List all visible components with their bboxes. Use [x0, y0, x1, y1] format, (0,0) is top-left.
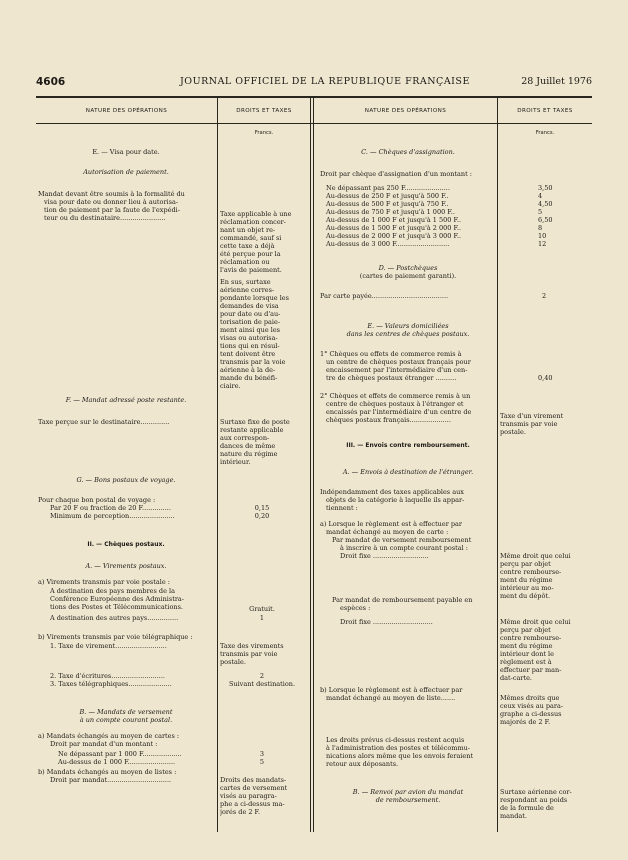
value-line: visés au paragra- [220, 792, 277, 800]
value-line: Surtaxe fixe de poste [220, 418, 290, 426]
value-line: aérienne à la de- [220, 366, 276, 374]
text-line: Droit par mandat............................... [50, 776, 172, 784]
text-line: 2. Taxe d'écritures.......................... [50, 672, 165, 680]
value-line: tions qui en résul- [220, 342, 280, 350]
text-line: Au-dessus de 3 000 F.......................... [326, 240, 450, 248]
value-line: postale. [220, 658, 246, 666]
value-line: aérienne corres- [220, 286, 275, 294]
value-line: transmis par voie [500, 420, 558, 428]
value-line: 6,50 [538, 216, 553, 224]
column-divider [217, 97, 218, 832]
value-line: mande du bénéfi- [220, 374, 278, 382]
section-heading: E. — Visa pour date. [92, 148, 160, 156]
text-line: chèques postaux français.................... [326, 416, 451, 424]
text-line: b) Mandats échangés au moyen de listes : [38, 768, 177, 776]
text-line: retour aux déposants. [326, 760, 399, 768]
value-line: nant un objet re- [220, 226, 276, 234]
text-line: teur ou du destinataire...................... [44, 214, 166, 222]
column-header-rule [36, 123, 592, 124]
text-line: mandat échangé au moyen de carte : [326, 528, 449, 536]
value-line: l'avis de paiement. [220, 266, 282, 274]
text-line: Au-dessus de 1 000 F....................... [58, 758, 176, 766]
subsection-heading: A. — Virements postaux. [85, 562, 167, 570]
value-line: demandes de visa [220, 302, 279, 310]
text-line: un centre de chèques postaux français pour [326, 358, 471, 366]
value-line: 3,50 [538, 184, 553, 192]
text-line: Droit par chèque d'assignation d'un montant : [320, 170, 472, 178]
section-heading: II. — Chèques postaux. [87, 541, 165, 548]
value-line: 2 [542, 292, 547, 300]
section-heading: G. — Bons postaux de voyage. [76, 476, 176, 484]
unit-label-left: Francs. [254, 130, 274, 136]
value-line: ment du dépôt. [500, 592, 551, 600]
value-line: ment du régime [500, 642, 553, 650]
text-line: Droit fixe ............................. [340, 618, 433, 626]
text-line: Ne dépassant par 1 000 F................... [58, 750, 182, 758]
value-line: graphe a ci-dessus [500, 710, 562, 718]
value-line: pour date ou d'au- [220, 310, 281, 318]
subsection-heading: de remboursement. [375, 796, 441, 804]
value-line: intérieur au mo- [500, 584, 554, 592]
column-header-droits-right: DROITS ET TAXES [517, 108, 573, 114]
value-line: 3 [259, 750, 265, 758]
text-line: 3. Taxes télégraphiques..................... [50, 680, 172, 688]
text-line: centre de chèques postaux à l'étranger et [326, 400, 464, 408]
value-line: effectuer par man- [500, 666, 562, 674]
value-line: 5 [538, 208, 543, 216]
value-line: phe a ci-dessus ma- [220, 800, 285, 808]
value-line: commandé, sauf si [220, 234, 282, 242]
text-line: Au-dessus de 1 000 F et jusqu'à 1 500 F.. [326, 216, 462, 224]
value-line: règlement est à [500, 658, 552, 666]
text-line: à l'administration des postes et télécommu- [326, 744, 470, 752]
header-rule [36, 96, 592, 98]
text-line: 1° Chèques ou effets de commerce remis à [320, 350, 462, 358]
section-heading: III. — Envois contre remboursement. [346, 442, 470, 449]
text-line: b) Virements transmis par voie télégraphique : [38, 633, 193, 641]
value-line: été perçue pour la [220, 250, 281, 258]
value-line: Suivant destination. [228, 680, 296, 688]
value-line: restante applicable [220, 426, 284, 434]
text-line: 1. Taxe de virement......................... [50, 642, 167, 650]
text-line: A destination des autres pays............... [50, 614, 179, 622]
value-line: pondante lorsque les [220, 294, 289, 302]
section-heading: E. — Valeurs domiciliées [367, 322, 449, 330]
value-line: mandat. [500, 812, 527, 820]
value-line: Taxe applicable à une [220, 210, 292, 218]
value-line: nature du régime [220, 450, 278, 458]
text-line: A destination des pays membres de la [50, 587, 175, 595]
value-line: visas ou autorisa- [220, 334, 278, 342]
section-heading: dans les centres de chèques postaux. [346, 330, 470, 338]
value-line: perçu par objet [500, 560, 551, 568]
column-divider [497, 97, 498, 832]
text-line: a) Lorsque le règlement est à effectuer par [320, 520, 463, 528]
value-line: 4 [538, 192, 543, 200]
value-line: Taxe des virements [220, 642, 284, 650]
center-divider [310, 97, 311, 832]
issue-date: 28 Juillet 1976 [521, 76, 592, 87]
value-line: 8 [538, 224, 543, 232]
text-line: a) Virements transmis par voie postale : [38, 578, 170, 586]
text-line: b) Lorsque le règlement est à effectuer par [320, 686, 463, 694]
value-line: 2 [259, 672, 265, 680]
text-line: Par mandat de remboursement payable en [332, 596, 473, 604]
text-line: espèces : [340, 604, 371, 612]
text-line: Au-dessus de 250 F et jusqu'à 500 F.. [326, 192, 449, 200]
value-line: majorés de 2 F. [500, 718, 551, 726]
text-line: Par 20 F ou fraction de 20 F.............. [50, 504, 171, 512]
value-line: 0,15 [254, 504, 270, 512]
subsection-heading: B. — Mandats de versement [79, 708, 173, 716]
value-line: perçu par objet [500, 626, 551, 634]
text-line: Pour chaque bon postal de voyage : [38, 496, 156, 504]
value-line: En sus, surtaxe [220, 278, 271, 286]
value-line: 4,50 [538, 200, 553, 208]
value-line: Gratuit. [249, 605, 275, 613]
value-line: 5 [259, 758, 265, 766]
text-line: Au-dessus de 500 F et jusqu'à 750 F.. [326, 200, 449, 208]
value-line: cette taxe a déjà [220, 242, 275, 250]
value-line: 10 [538, 232, 547, 240]
section-heading: F. — Mandat adressé poste restante. [65, 396, 187, 404]
value-line: postale. [500, 428, 526, 436]
text-line: Ne dépassant pas 250 F...................... [326, 184, 450, 192]
text-line: 2° Chèques et effets de commerce remis à un [320, 392, 471, 400]
value-line: tent doivent être [220, 350, 276, 358]
value-line: 0,40 [538, 374, 553, 382]
value-line: Surtaxe aérienne cor- [500, 788, 572, 796]
value-line: contre rembourse- [500, 634, 562, 642]
text-line: encaissés par l'intermédiaire d'un centre de [326, 408, 472, 416]
value-line: contre rembourse- [500, 568, 562, 576]
value-line: ciaire. [220, 382, 241, 390]
column-header-nature-left: NATURE DES OPÉRATIONS [85, 108, 168, 114]
value-line: ment du régime [500, 576, 553, 584]
value-line: cartes de versement [220, 784, 288, 792]
subsection-heading: A. — Envois à destination de l'étranger. [342, 468, 474, 476]
text-line: encaissement par l'intermédiaire d'un cen- [326, 366, 468, 374]
value-line: Même droit que celui [500, 618, 571, 626]
text-line: tions des Postes et Télécommunications. [50, 603, 183, 611]
text-line: objets de la catégorie à laquelle ils appar- [326, 496, 465, 504]
value-line: aux correspon- [220, 434, 270, 442]
subsection-heading: B. — Renvoi par avion du mandat [352, 788, 464, 796]
text-line: Minimum de perception...................... [50, 512, 175, 520]
text-line: Au-dessus de 750 F et jusqu'à 1 000 F.. [326, 208, 455, 216]
page-number: 4606 [36, 76, 66, 88]
text-line: à inscrire à un compte courant postal : [340, 544, 468, 552]
value-line: 0,20 [254, 512, 270, 520]
value-line: réclamation concer- [220, 218, 286, 226]
value-line: 1 [259, 614, 265, 622]
value-line: dat-carte. [500, 674, 532, 682]
text-line: Au-dessus de 2 000 F et jusqu'à 3 000 F.. [326, 232, 462, 240]
text-line: Au-dessus de 1 500 F et jusqu'à 2 000 F.. [326, 224, 462, 232]
column-header-nature-right: NATURE DES OPÉRATIONS [364, 108, 447, 114]
value-line: Taxe d'un virement [500, 412, 564, 420]
value-line: Droits des mandats- [220, 776, 287, 784]
value-line: Mêmes droits que [500, 694, 560, 702]
text-line: Mandat devant être soumis à la formalité du [38, 190, 185, 198]
value-line: 12 [538, 240, 547, 248]
text-line: Droit fixe ........................... [340, 552, 429, 560]
value-line: Même droit que celui [500, 552, 571, 560]
section-heading: C. — Chèques d'assignation. [361, 148, 455, 156]
text-line: Taxe perçue sur le destinataire.............. [38, 418, 170, 426]
value-line: respondant au poids [500, 796, 568, 804]
text-line: Conférence Européenne des Administra- [50, 595, 185, 603]
subsection-heading: Autorisation de paiement. [83, 168, 169, 176]
text-line: tiennent : [326, 504, 358, 512]
section-heading: (cartes de paiement garanti). [359, 272, 457, 280]
text-line: Les droits prévus ci-dessus restent acquis [326, 736, 465, 744]
value-line: de la formule de [500, 804, 554, 812]
value-line: ment ainsi que les [220, 326, 281, 334]
column-header-droits-left: DROITS ET TAXES [236, 108, 292, 114]
value-line: intérieur. [220, 458, 251, 466]
unit-label-right: Francs. [535, 130, 555, 136]
text-line: visa pour date ou donner lieu à autorisa- [44, 198, 179, 206]
text-line: mandat échangé au moyen de liste....... [326, 694, 456, 702]
text-line: Indépendamment des taxes applicables aux [320, 488, 464, 496]
text-line: a) Mandats échangés au moyen de cartes : [38, 732, 180, 740]
text-line: tion de paiement par la faute de l'expédi- [44, 206, 180, 214]
value-line: transmis par la voie [220, 358, 286, 366]
section-heading: D. — Postchèques [378, 264, 438, 272]
text-line: Par carte payée..................................... [320, 292, 449, 300]
subsection-heading: à un compte courant postal. [79, 716, 173, 724]
value-line: réclamation ou [220, 258, 270, 266]
value-line: intérieur dont le [500, 650, 554, 658]
value-line: dances de même [220, 442, 276, 450]
value-line: ceux visés au para- [500, 702, 564, 710]
text-line: tre de chèques postaux étranger .......... [326, 374, 457, 382]
text-line: Par mandat de versement remboursement [332, 536, 472, 544]
value-line: jorés de 2 F. [220, 808, 261, 816]
text-line: Droit par mandat d'un montant : [50, 740, 158, 748]
journal-title: JOURNAL OFFICIEL DE LA REPUBLIQUE FRANÇAISE [180, 76, 470, 87]
value-line: torisation de paie- [220, 318, 281, 326]
value-line: transmis par voie [220, 650, 278, 658]
text-line: nications alors même que les envois feraient [326, 752, 474, 760]
center-divider [313, 97, 314, 832]
